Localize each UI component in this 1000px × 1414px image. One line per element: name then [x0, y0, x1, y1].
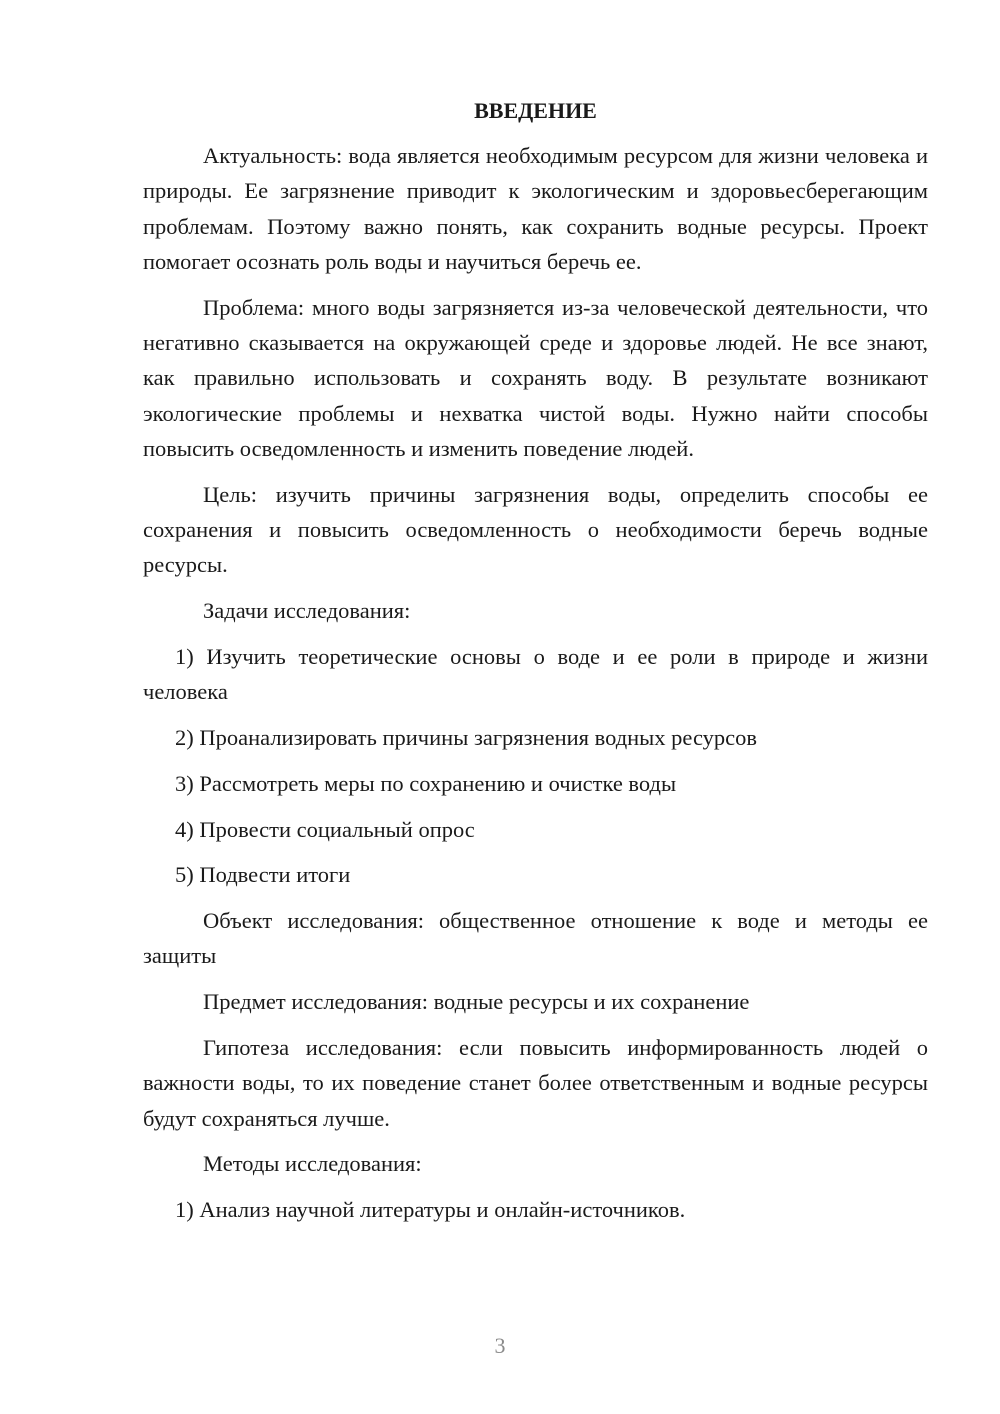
- task-item-5: 5) Подвести итоги: [175, 862, 351, 888]
- task-item-3: 3) Рассмотреть меры по сохранению и очистке воды: [175, 770, 677, 796]
- task-item-1: 1) Изучить теоретические основы о воде и ее роли в природе и жизни человека: [143, 643, 928, 705]
- method-item-1: 1) Анализ научной литературы и онлайн-источников.: [175, 1197, 686, 1223]
- task-item-2: 2) Проанализировать причины загрязнения водных ресурсов: [175, 724, 758, 750]
- problem-paragraph: Проблема: много воды загрязняется из-за человеческой деятельности, что негативно сказывается на окружающей среде и здоровье людей. Не все знают, как правильно использовать и сохранять воду. В результате возникают экологические проблемы и нехватка чистой воды. Нужно найти способы повысить осведомленность и изменить поведение людей.: [143, 294, 928, 461]
- task-item-4: 4) Провести социальный опрос: [175, 816, 475, 842]
- relevance-paragraph: Актуальность: вода является необходимым ресурсом для жизни человека и природы. Ее загрязнение приводит к экологическим и здоровьесберегающим проблемам. Поэтому важно понять, как сохранить водные ресурсы. Проект помогает осознать роль воды и научиться беречь ее.: [143, 143, 928, 274]
- subject-paragraph: Предмет исследования: водные ресурсы и их сохранение: [203, 989, 750, 1015]
- document-page: [143, 96, 928, 1238]
- tasks-heading: Задачи исследования:: [203, 598, 411, 624]
- hypothesis-paragraph: Гипотеза исследования: если повысить информированность людей о важности воды, то их поведение станет более ответственным и водные ресурсы будут сохраняться лучше.: [143, 1035, 928, 1131]
- page-title: ВВЕДЕНИЕ: [474, 98, 597, 123]
- goal-paragraph: Цель: изучить причины загрязнения воды, определить способы ее сохранения и повысить осведомленность о необходимости беречь водные ресурсы.: [143, 481, 928, 578]
- methods-heading: Методы исследования:: [203, 1151, 422, 1177]
- page-number: 3: [494, 1333, 506, 1358]
- object-paragraph: Объект исследования: общественное отношение к воде и методы ее защиты: [143, 908, 928, 969]
